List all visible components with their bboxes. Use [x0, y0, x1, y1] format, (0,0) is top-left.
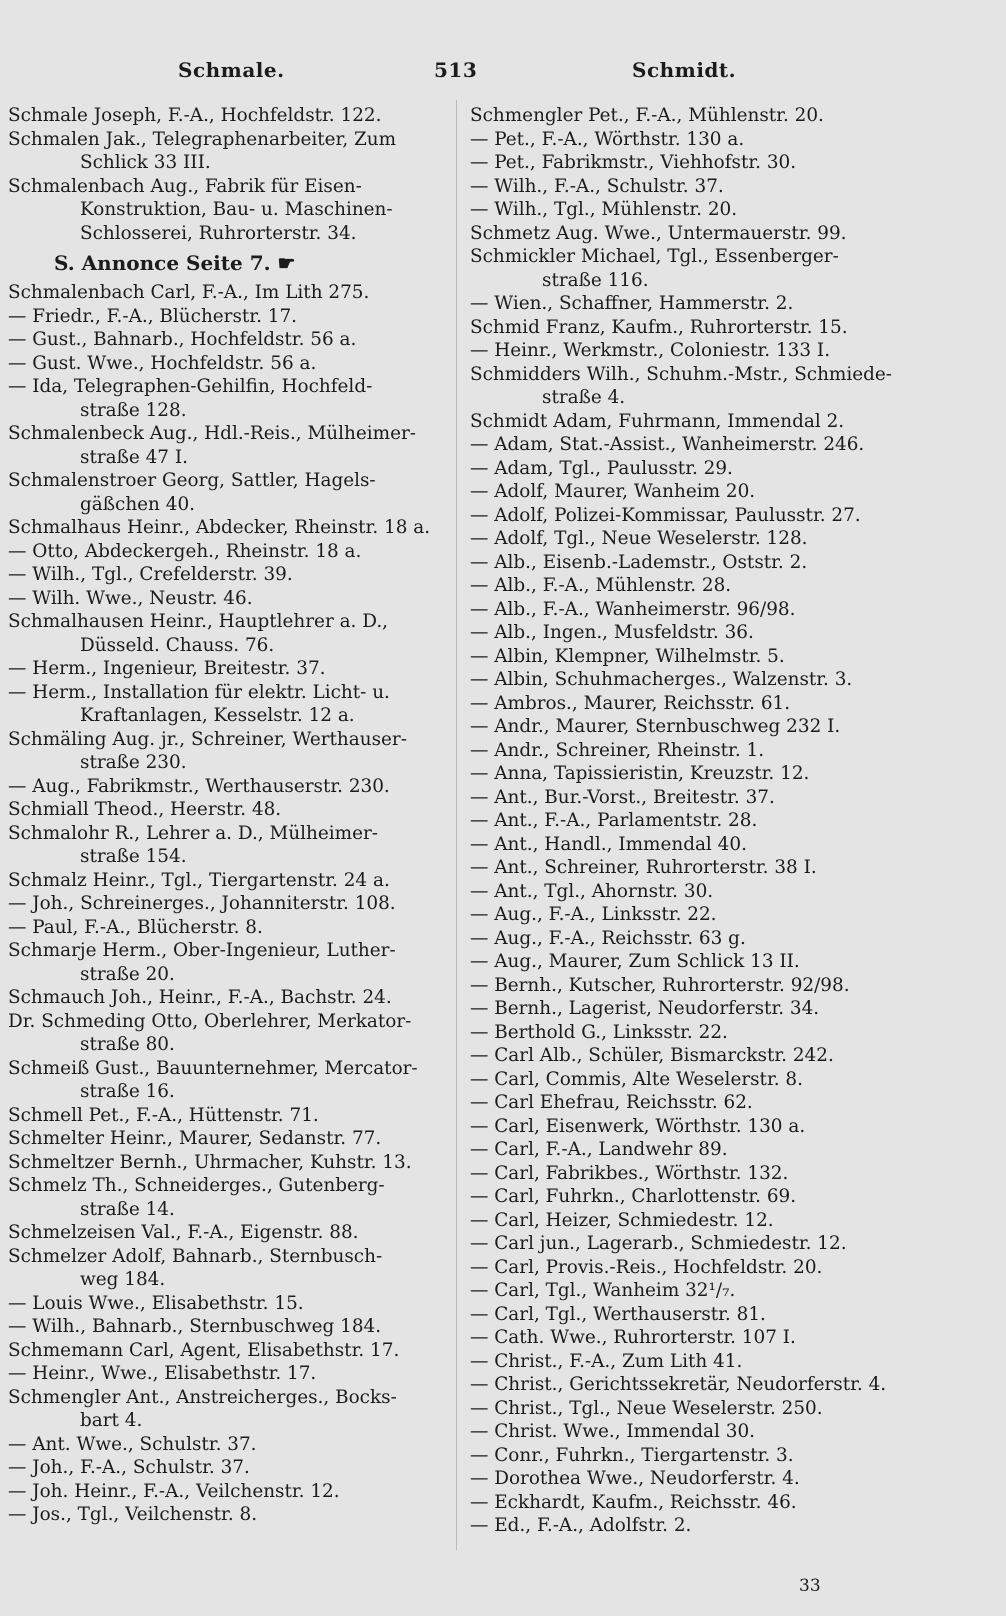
directory-entry-line: Schmidders Wilh., Schuhm.-Mstr., Schmiede- [470, 363, 893, 385]
directory-entry-line: — Christ. Wwe., Immendal 30. [470, 1421, 755, 1442]
directory-entry-line: — Ed., F.-A., Adolfstr. 2. [470, 1515, 692, 1536]
directory-entry-line: straße 16. [80, 1081, 175, 1102]
directory-entry-line: — Adolf, Polizei-Kommissar, Paulusstr. 27. [470, 504, 861, 526]
directory-entry-line: straße 20. [80, 963, 175, 985]
directory-entry-line: — Joh., F.-A., Schulstr. 37. [8, 1457, 250, 1478]
directory-entry-line: Schmalenbeck Aug., Hdl.-Reis., Mülheimer- [8, 423, 416, 444]
directory-entry-line: — Adam, Stat.-Assist., Wanheimerstr. 246. [470, 434, 865, 455]
directory-entry-line: — Herm., Installation für elektr. Licht- u. [8, 681, 390, 703]
directory-entry-line: — Cath. Wwe., Ruhrorterstr. 107 I. [470, 1327, 796, 1348]
directory-entry-line: weg 184. [80, 1269, 166, 1290]
directory-entry-line: — Ant., Schreiner, Ruhrorterstr. 38 I. [470, 857, 817, 878]
directory-entry-line: straße 116. [542, 269, 649, 291]
directory-entry-line: — Dorothea Wwe., Neudorferstr. 4. [470, 1468, 800, 1489]
directory-entry-line: — Ant., Handl., Immendal 40. [470, 833, 747, 855]
directory-entry-line: Schmalenbach Carl, F.-A., Im Lith 275. [8, 282, 370, 303]
directory-entry-line: — Pet., F.-A., Wörthstr. 130 a. [470, 128, 745, 150]
directory-entry-line: Schmell Pet., F.-A., Hüttenstr. 71. [8, 1104, 319, 1126]
running-head-left: Schmale. [178, 58, 285, 82]
directory-entry-line: — Heinr., Werkmstr., Coloniestr. 133 I. [470, 340, 831, 361]
directory-entry-line: straße 47 I. [80, 446, 188, 468]
directory-entry-line: Schmeltzer Bernh., Uhrmacher, Kuhstr. 13. [8, 1151, 412, 1173]
directory-entry-line: straße 14. [80, 1198, 175, 1220]
directory-entry-line: Schlick 33 III. [80, 152, 211, 173]
directory-entry-line: — Wilh., Tgl., Crefelderstr. 39. [8, 564, 293, 585]
directory-entry-line: straße 80. [80, 1034, 175, 1055]
directory-entry-line: — Albin, Schuhmacherges., Walzenstr. 3. [470, 669, 853, 690]
directory-entry-line: — Christ., Tgl., Neue Weselerstr. 250. [470, 1397, 823, 1419]
directory-entry-line: — Adolf, Tgl., Neue Weselerstr. 128. [470, 528, 808, 549]
directory-entry-line: — Carl Ehefrau, Reichsstr. 62. [470, 1092, 753, 1113]
directory-entry-line: straße 128. [80, 399, 187, 421]
directory-entry-line: — Heinr., Wwe., Elisabethstr. 17. [8, 1363, 317, 1384]
right-column [470, 104, 980, 1538]
directory-entry-line: — Wilh., Tgl., Mühlenstr. 20. [470, 199, 738, 220]
running-head-right: Schmidt. [632, 58, 737, 82]
directory-entry-line: — Wien., Schaffner, Hammerstr. 2. [470, 293, 794, 314]
directory-entry-line: — Ant., Bur.-Vorst., Breitestr. 37. [470, 786, 775, 808]
directory-entry-line: — Paul, F.-A., Blücherstr. 8. [8, 916, 263, 938]
directory-entry-line: — Carl Alb., Schüler, Bismarckstr. 242. [470, 1045, 834, 1066]
advert-reference: S. Annonce Seite 7. ☛ [54, 251, 296, 275]
directory-entry-line: Schmelz Th., Schneiderges., Gutenberg- [8, 1175, 385, 1196]
directory-entry-line: Schmickler Michael, Tgl., Essenberger- [470, 246, 839, 267]
directory-entry-line: — Eckhardt, Kaufm., Reichsstr. 46. [470, 1491, 797, 1513]
directory-entry-line: — Friedr., F.-A., Blücherstr. 17. [8, 305, 298, 327]
directory-entry-line: Schlosserei, Ruhrorterstr. 34. [80, 222, 357, 244]
directory-entry-line: Schmalhausen Heinr., Hauptlehrer a. D., [8, 611, 389, 632]
directory-entry-line: Dr. Schmeding Otto, Oberlehrer, Merkator- [8, 1010, 412, 1032]
directory-entry-line: Schmengler Pet., F.-A., Mühlenstr. 20. [470, 105, 824, 126]
directory-entry-line: Schmalenbach Aug., Fabrik für Eisen- [8, 175, 362, 197]
directory-entry-line: Schmale Joseph, F.-A., Hochfeldstr. 122. [8, 105, 382, 126]
directory-entry-line: straße 4. [542, 387, 626, 408]
directory-entry-line: — Christ., Gerichtssekretär, Neudorferstr. 4. [470, 1374, 887, 1395]
directory-entry-line: — Wilh., F.-A., Schulstr. 37. [470, 175, 724, 197]
directory-entry-line: Schmelzeisen Val., F.-A., Eigenstr. 88. [8, 1222, 359, 1243]
directory-entry-line: — Carl, Tgl., Werthauserstr. 81. [470, 1303, 766, 1325]
directory-entry-line: Schmalz Heinr., Tgl., Tiergartenstr. 24 a. [8, 869, 390, 891]
directory-entry-line: — Carl, Provis.-Reis., Hochfeldstr. 20. [470, 1256, 823, 1278]
directory-entry-line: — Ant. Wwe., Schulstr. 37. [8, 1433, 257, 1455]
directory-entry-line: — Louis Wwe., Elisabethstr. 15. [8, 1292, 304, 1314]
directory-entry-line: — Carl, Commis, Alte Weselerstr. 8. [470, 1068, 803, 1090]
directory-entry-line: bart 4. [80, 1410, 143, 1431]
directory-entry-line: — Carl, Heizer, Schmiedestr. 12. [470, 1209, 774, 1231]
directory-entry-line: straße 154. [80, 846, 187, 867]
directory-entry-line: — Carl, Fabrikbes., Wörthstr. 132. [470, 1162, 789, 1184]
directory-entry-line: — Joh., Schreinerges., Johanniterstr. 108. [8, 893, 396, 914]
directory-entry-line: Schmelter Heinr., Maurer, Sedanstr. 77. [8, 1128, 382, 1149]
directory-entry-line: — Ida, Telegraphen-Gehilfin, Hochfeld- [8, 376, 373, 397]
left-column [8, 104, 448, 1527]
directory-entry-line: — Adolf, Maurer, Wanheim 20. [470, 481, 756, 502]
directory-entry-line: — Berthold G., Linksstr. 22. [470, 1021, 728, 1043]
directory-entry-line: — Aug., Maurer, Zum Schlick 13 II. [470, 951, 800, 972]
directory-entry-line: — Alb., F.-A., Mühlenstr. 28. [470, 575, 732, 596]
directory-entry-line: — Jos., Tgl., Veilchenstr. 8. [8, 1504, 258, 1525]
directory-entry-line: — Aug., F.-A., Linksstr. 22. [470, 904, 717, 925]
directory-entry-line: Schmid Franz, Kaufm., Ruhrorterstr. 15. [470, 316, 848, 338]
directory-entry-line: — Andr., Schreiner, Rheinstr. 1. [470, 739, 765, 761]
directory-entry-line: — Anna, Tapissieristin, Kreuzstr. 12. [470, 763, 810, 784]
directory-entry-line: Schmäling Aug. jr., Schreiner, Werthauser- [8, 728, 407, 750]
directory-entry-line: — Herm., Ingenieur, Breitestr. 37. [8, 658, 326, 679]
directory-entry-line: — Aug., Fabrikmstr., Werthauserstr. 230. [8, 775, 390, 797]
directory-entry-line: — Wilh. Wwe., Neustr. 46. [8, 587, 253, 609]
directory-entry-line: Schmiall Theod., Heerstr. 48. [8, 799, 282, 820]
directory-entry-line: — Otto, Abdeckergeh., Rheinstr. 18 a. [8, 540, 362, 562]
directory-entry-line: — Adam, Tgl., Paulusstr. 29. [470, 457, 733, 479]
directory-entry-line: Schmetz Aug. Wwe., Untermauerstr. 99. [470, 222, 847, 244]
directory-entry-line: — Christ., F.-A., Zum Lith 41. [470, 1350, 743, 1372]
directory-entry-line: — Pet., Fabrikmstr., Viehhofstr. 30. [470, 152, 797, 173]
directory-entry-line: Schmeiß Gust., Bauunternehmer, Mercator- [8, 1057, 418, 1079]
directory-entry-line: — Conr., Fuhrkn., Tiergartenstr. 3. [470, 1444, 794, 1466]
directory-entry-line: — Ant., F.-A., Parlamentstr. 28. [470, 810, 758, 831]
directory-entry-line: Schmengler Ant., Anstreicherges., Bocks- [8, 1386, 397, 1408]
directory-entry-line: — Bernh., Lagerist, Neudorferstr. 34. [470, 998, 820, 1019]
directory-entry-line: Schmalohr R., Lehrer a. D., Mülheimer- [8, 822, 378, 844]
directory-entry-line: — Aug., F.-A., Reichsstr. 63 g. [470, 927, 746, 949]
directory-entry-line: — Ant., Tgl., Ahornstr. 30. [470, 880, 714, 902]
directory-entry-line: — Albin, Klempner, Wilhelmstr. 5. [470, 645, 785, 667]
page-number: 513 [434, 58, 478, 82]
directory-entry-line: Kraftanlagen, Kesselstr. 12 a. [80, 705, 355, 726]
directory-entry-line: — Gust., Bahnarb., Hochfeldstr. 56 a. [8, 329, 357, 350]
directory-entry-line: Schmidt Adam, Fuhrmann, Immendal 2. [470, 410, 845, 432]
directory-entry-line: Schmalhaus Heinr., Abdecker, Rheinstr. 18 a. [8, 517, 431, 538]
directory-entry-line: — Bernh., Kutscher, Ruhrorterstr. 92/98. [470, 974, 850, 996]
directory-entry-line: Schmauch Joh., Heinr., F.-A., Bachstr. 24. [8, 987, 392, 1008]
directory-entry-line: — Andr., Maurer, Sternbuschweg 232 I. [470, 716, 841, 737]
directory-entry-line: Konstruktion, Bau- u. Maschinen- [80, 199, 393, 220]
directory-entry-line: — Gust. Wwe., Hochfeldstr. 56 a. [8, 352, 317, 374]
directory-entry-line: — Carl, F.-A., Landwehr 89. [470, 1139, 728, 1160]
directory-entry-line: gäßchen 40. [80, 493, 195, 515]
directory-entry-line: Schmalen Jak., Telegraphenarbeiter, Zum [8, 128, 397, 150]
column-divider [456, 100, 457, 1550]
directory-entry-line: — Carl jun., Lagerarb., Schmiedestr. 12. [470, 1233, 847, 1254]
directory-entry-line: Schmemann Carl, Agent, Elisabethstr. 17. [8, 1339, 400, 1361]
directory-entry-line: — Carl, Tgl., Wanheim 32¹/₇. [470, 1280, 736, 1301]
directory-entry-line: — Alb., Eisenb.-Lademstr., Oststr. 2. [470, 551, 808, 573]
directory-entry-line: — Ambros., Maurer, Reichsstr. 61. [470, 692, 791, 714]
directory-entry-line: — Alb., Ingen., Musfeldstr. 36. [470, 622, 754, 643]
directory-entry-line: straße 230. [80, 752, 187, 773]
directory-entry-line: Düsseld. Chauss. 76. [80, 634, 275, 656]
directory-entry-line: — Carl, Fuhrkn., Charlottenstr. 69. [470, 1186, 797, 1207]
directory-entry-line: — Wilh., Bahnarb., Sternbuschweg 184. [8, 1316, 382, 1337]
directory-entry-line: Schmalenstroer Georg, Sattler, Hagels- [8, 470, 376, 491]
directory-entry-line: Schmelzer Adolf, Bahnarb., Sternbusch- [8, 1245, 383, 1267]
signature-mark: 33 [799, 1576, 821, 1596]
directory-entry-line: — Joh. Heinr., F.-A., Veilchenstr. 12. [8, 1480, 340, 1502]
directory-entry-line: — Carl, Eisenwerk, Wörthstr. 130 a. [470, 1115, 806, 1137]
directory-entry-line: — Alb., F.-A., Wanheimerstr. 96/98. [470, 598, 796, 620]
directory-entry-line: Schmarje Herm., Ober-Ingenieur, Luther- [8, 940, 396, 961]
